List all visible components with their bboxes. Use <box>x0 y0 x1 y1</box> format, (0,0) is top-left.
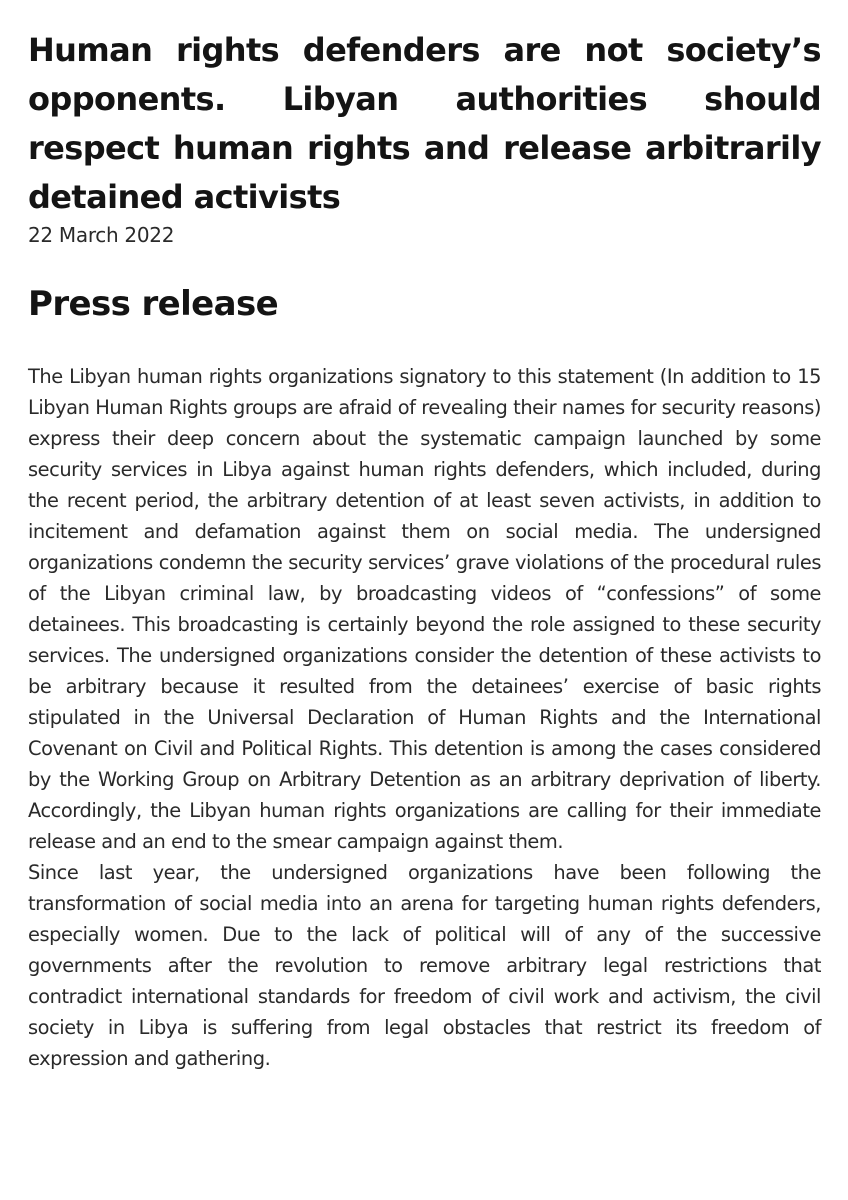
section-heading: Press release <box>28 284 279 324</box>
publication-date: 22 March 2022 <box>28 223 175 247</box>
document-page <box>28 26 821 1074</box>
paragraph-1: The Libyan human rights organizations signatory to this statement (In addition to 15 Libyan Human Rights groups are afraid of revealing their names for security reasons) express their deep concern about the systematic campaign launched by some security services in Libya against human rights defenders, which included, during the recent period, the arbitrary detention of at least seven activists, in addition to incitement and defamation against them on social media. The undersigned organizations condemn the security services’ grave violations of the procedural rules of the Libyan criminal law, by broadcasting videos of “confessions” of some detainees. This broadcasting is certainly beyond the role assigned to these security services. The undersigned organizations consider the detention of these activists to be arbitrary because it resulted from the detainees’ exercise of basic rights stipulated in the Universal Declaration of Human Rights and the International Covenant on Civil and Political Rights. This detention is among the cases considered by the Working Group on Arbitrary Detention as an arbitrary deprivation of liberty. Accordingly, the Libyan human rights organizations are calling for their immediate release and an end to the smear campaign against them. <box>28 365 821 853</box>
body-text <box>28 361 821 1074</box>
document-title: Human rights defenders are not society’s opponents. Libyan authorities should respect human rights and release arbitrarily detained activists <box>28 31 821 216</box>
paragraph-2: Since last year, the undersigned organizations have been following the transformation of social media into an arena for targeting human rights defenders, especially women. Due to the lack of political will of any of the successive governments after the revolution to remove arbitrary legal restrictions that contradict international standards for freedom of civil work and activism, the civil society in Libya is suffering from legal obstacles that restrict its freedom of expression and gathering. <box>28 861 821 1070</box>
